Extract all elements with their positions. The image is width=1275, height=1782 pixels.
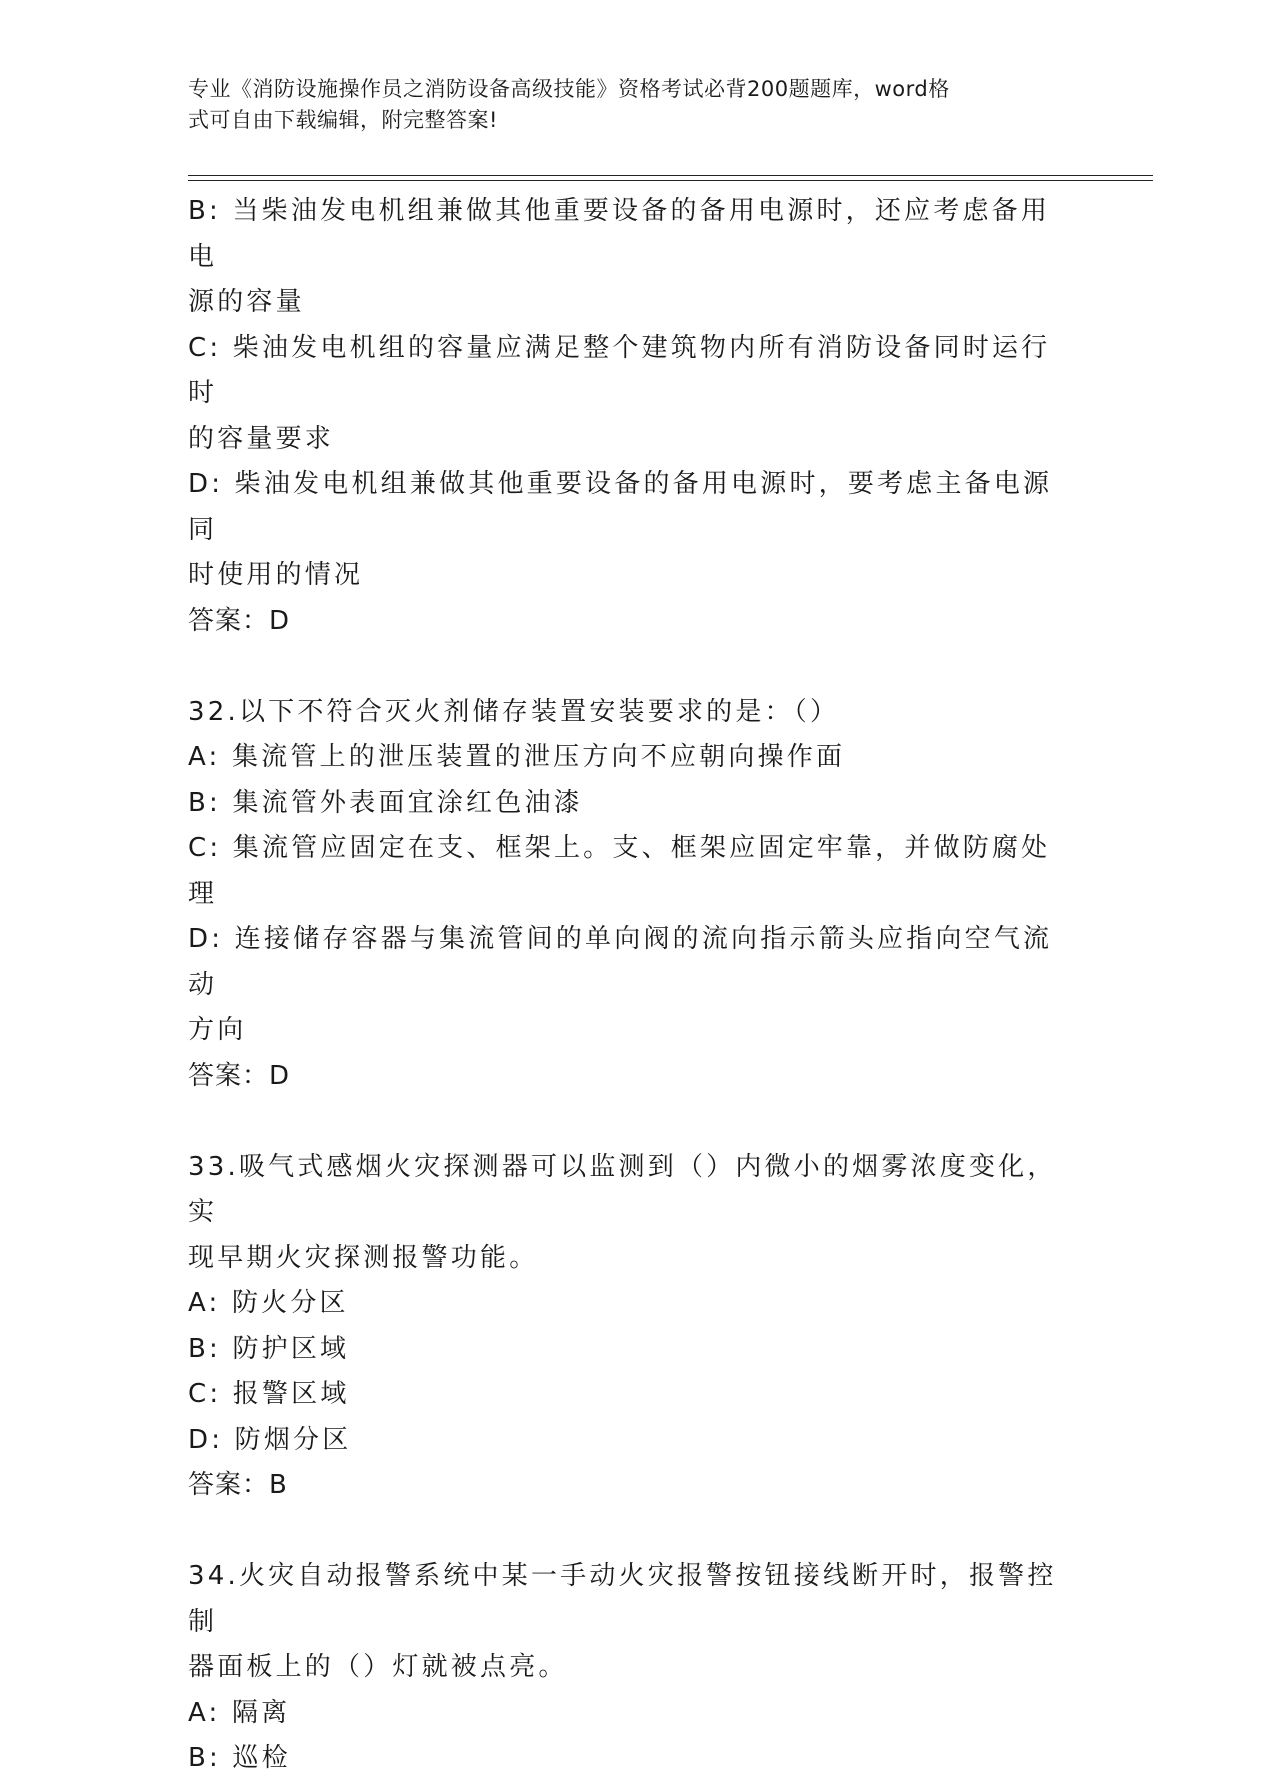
q32-option-b: B: 集流管外表面宜涂红色油漆 [188,787,583,818]
question-33 [188,1145,1078,1509]
header-line-2: 式可自由下载编辑，附完整答案! [188,108,498,132]
q32-option-d-line-2: 方向 [188,1015,247,1045]
q33-stem-line-1: 33.吸气式感烟火灾探测器可以监测到（）内微小的烟雾浓度变化，实 [188,1151,1057,1227]
q33-option-b: B: 防护区域 [188,1333,350,1364]
q34-option-b: B: 巡检 [188,1743,291,1773]
q32-stem: 32.以下不符合灭火剂储存装置安装要求的是：（） [188,696,840,727]
q32-answer: 答案：D [188,1060,291,1091]
spacer [188,644,1078,690]
question-content [188,189,1078,1782]
q31-option-c-line-2: 的容量要求 [188,423,335,454]
q34-option-a: A: 隔离 [188,1697,291,1728]
q34-stem-line-2: 器面板上的（）灯就被点亮。 [188,1652,568,1682]
q31-option-b-line-2: 源的容量 [188,287,305,317]
document-header [188,74,1068,136]
spacer [188,1509,1078,1555]
q31-option-d-line-2: 时使用的情况 [188,560,364,590]
q31-option-c-line-1: C: 柴油发电机组的容量应满足整个建筑物内所有消防设备同时运行时 [188,332,1051,408]
question-31-continued [188,189,1078,644]
q34-stem-line-1: 34.火灾自动报警系统中某一手动火灾报警按钮接线断开时，报警控制 [188,1561,1057,1637]
q32-option-c: C: 集流管应固定在支、框架上。支、框架应固定牢靠，并做防腐处理 [188,833,1051,909]
q33-answer: 答案：B [188,1470,288,1500]
question-32 [188,690,1078,1100]
q32-option-a: A: 集流管上的泄压装置的泄压方向不应朝向操作面 [188,742,846,772]
header-line-1: 专业《消防设施操作员之消防设备高级技能》资格考试必背200题题库，word格 [188,77,950,101]
question-34 [188,1554,1078,1782]
q32-option-d-line-1: D: 连接储存容器与集流管间的单向阀的流向指示箭头应指向空气流动 [188,924,1053,1000]
q31-option-b-line-1: B: 当柴油发电机组兼做其他重要设备的备用电源时，还应考虑备用电 [188,196,1051,272]
header-divider-bottom [188,180,1153,181]
q33-stem-line-2: 现早期火灾探测报警功能。 [188,1242,539,1273]
q33-option-d: D: 防烟分区 [188,1424,352,1455]
q31-answer: 答案：D [188,605,291,636]
q33-option-c: C: 报警区域 [188,1379,350,1409]
spacer [188,1099,1078,1145]
q33-option-a: A: 防火分区 [188,1288,349,1318]
header-divider-top [188,175,1153,176]
q31-option-d-line-1: D: 柴油发电机组兼做其他重要设备的备用电源时，要考虑主备电源同 [188,469,1053,545]
